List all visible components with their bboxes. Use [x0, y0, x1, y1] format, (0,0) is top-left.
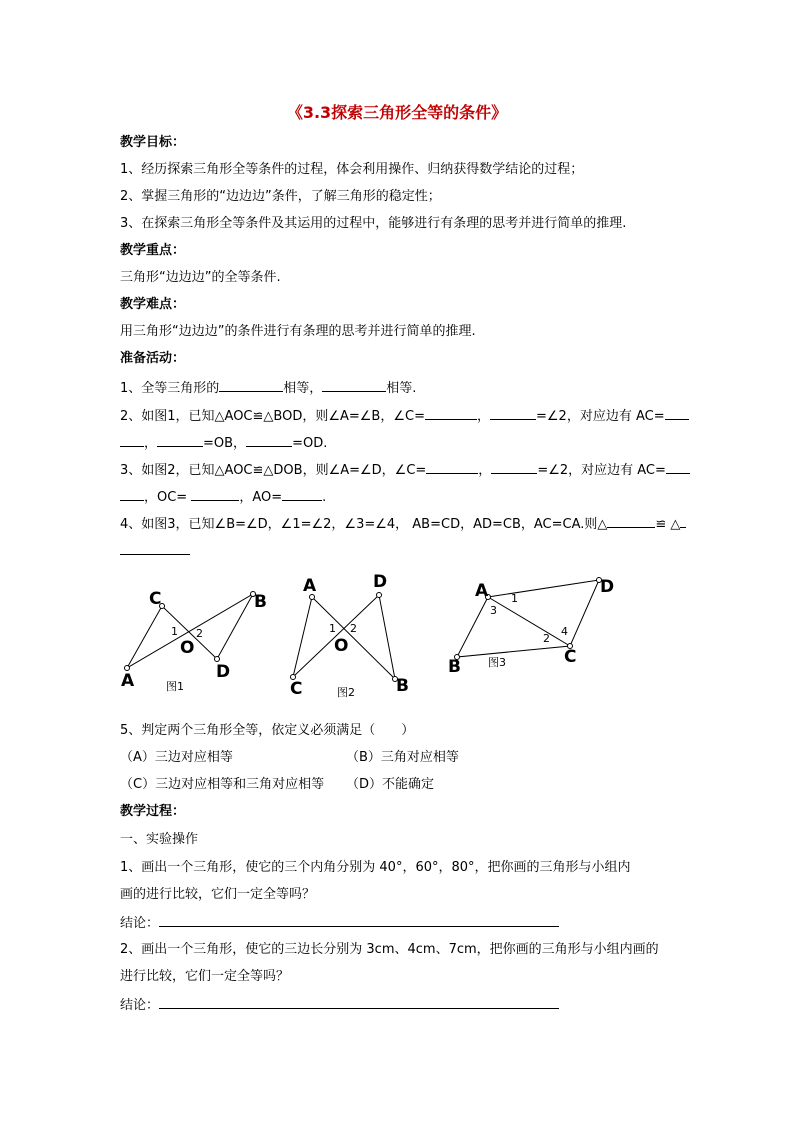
goal-3: 3、在探索三角形全等条件及其运用的过程中，能够进行有条理的思考并进行简单的推理. [120, 216, 627, 231]
fig1-caption: 图1 [166, 680, 184, 693]
q3-text-e: ，AO= [239, 490, 283, 505]
q4-text-a: 4、如图3，已知∠B=∠D，∠1=∠2，∠3=∠4， AB=CD，AD=CB，AC=CA.则△ [120, 517, 608, 532]
prep-question-5: 5、判定两个三角形全等，依定义必须满足（ ） [120, 723, 415, 738]
figure-1 [121, 589, 267, 693]
fig3-label-D: D [600, 577, 615, 597]
focus-text: 三角形“边边边”的全等条件. [120, 270, 281, 285]
fig1-label-D: D [216, 662, 231, 682]
q1-text-a: 1、全等三角形的 [120, 381, 220, 396]
fig1-label-A: A [121, 671, 135, 691]
option-b[interactable]: （B）三角对应相等 [346, 750, 459, 765]
goal-1: 1、经历探索三角形全等条件的过程，体会利用操作、归纳获得数学结论的过程； [120, 162, 584, 177]
fig1-angle-1: 1 [171, 625, 178, 638]
q2-text-e: =OB， [203, 436, 247, 451]
fig1-label-B: B [254, 592, 267, 612]
process-part-1: 一、实验操作 [120, 832, 199, 847]
q1-text-b: 相等， [283, 381, 323, 396]
difficulty-heading: 教学难点： [120, 297, 186, 312]
experiment-1-conclusion [120, 913, 559, 933]
figure-3 [448, 577, 614, 677]
figure-2 [290, 572, 409, 699]
focus-heading: 教学重点： [120, 243, 186, 258]
fig1-angle-2: 2 [196, 627, 203, 640]
fig2-label-B: B [396, 676, 409, 696]
point-marker [125, 666, 130, 671]
fig1-label-C: C [149, 589, 162, 609]
fig2-angle-2: 2 [350, 622, 357, 635]
q3-text-f: . [322, 490, 327, 505]
option-c[interactable]: （C）三边对应相等和三角对应相等 [120, 777, 325, 792]
experiment-2-line-1: 2、画出一个三角形，使它的三边长分别为 3cm、4cm、7cm，把你画的三角形与小组内画的 [120, 942, 659, 957]
fig3-angle-4: 4 [561, 625, 568, 638]
q2-text-a: 2、如图1，已知△AOC≌△BOD，则∠A=∠B，∠C= [120, 409, 425, 424]
q2-text-f: =OD. [292, 436, 328, 451]
conclusion-label: 结论： [120, 998, 160, 1013]
q3-text-a: 3、如图2，已知△AOC≌△DOB，则∠A=∠D，∠C= [120, 463, 427, 478]
q1-text-c: 相等. [386, 381, 417, 396]
fig3-label-C: C [564, 647, 577, 667]
fig2-caption: 图2 [337, 686, 355, 699]
fig3-angle-1: 1 [511, 592, 518, 605]
fig3-label-B: B [448, 657, 461, 677]
fig3-angle-3: 3 [490, 604, 497, 617]
q4-text-b: ≌ △ [655, 517, 681, 532]
figure-3-diagonal [488, 597, 570, 646]
q2-text-b: ， [476, 409, 490, 424]
fig2-angle-1: 1 [329, 622, 336, 635]
experiment-1-line-2: 画的进行比较，它们一定全等吗？ [120, 887, 316, 902]
conclusion-blank-2[interactable] [159, 995, 559, 1009]
q2-text-c: =∠2，对应边有 AC= [536, 409, 665, 424]
option-d[interactable]: （D）不能确定 [346, 777, 435, 792]
conclusion-blank-1[interactable] [159, 913, 559, 927]
experiment-2-conclusion [120, 995, 559, 1015]
difficulty-text: 用三角形“边边边”的条件进行有条理的思考并进行简单的推理. [120, 324, 476, 339]
q3-text-b: ， [478, 463, 492, 478]
experiment-1-line-1: 1、画出一个三角形，使它的三个内角分别为 40°，60°，80°，把你画的三角形与小组内 [120, 860, 631, 875]
fig1-label-O: O [180, 638, 195, 658]
q3-text-c: =∠2，对应边有 AC= [537, 463, 666, 478]
fig3-label-A: A [475, 581, 489, 601]
goal-2: 2、掌握三角形的“边边边”条件，了解三角形的稳定性； [120, 189, 441, 204]
process-heading: 教学过程： [120, 804, 186, 819]
goals-heading: 教学目标： [120, 135, 186, 150]
q3-text-d: ，OC= [144, 490, 192, 505]
point-marker [377, 593, 382, 598]
point-marker [215, 657, 220, 662]
q2-text-d: ， [144, 436, 158, 451]
prep-heading: 准备活动： [120, 351, 186, 366]
fig2-label-A: A [303, 576, 317, 596]
fig2-label-C: C [290, 679, 303, 699]
fig3-angle-2: 2 [543, 632, 550, 645]
option-a[interactable]: （A）三边对应相等 [120, 750, 233, 765]
fig2-label-O: O [334, 636, 349, 656]
fig3-caption: 图3 [488, 656, 506, 669]
page-title: 《3.3探索三角形全等的条件》 [286, 103, 508, 122]
fig2-label-D: D [373, 572, 388, 592]
conclusion-label: 结论： [120, 916, 160, 931]
experiment-2-line-2: 进行比较，它们一定全等吗？ [120, 969, 290, 984]
